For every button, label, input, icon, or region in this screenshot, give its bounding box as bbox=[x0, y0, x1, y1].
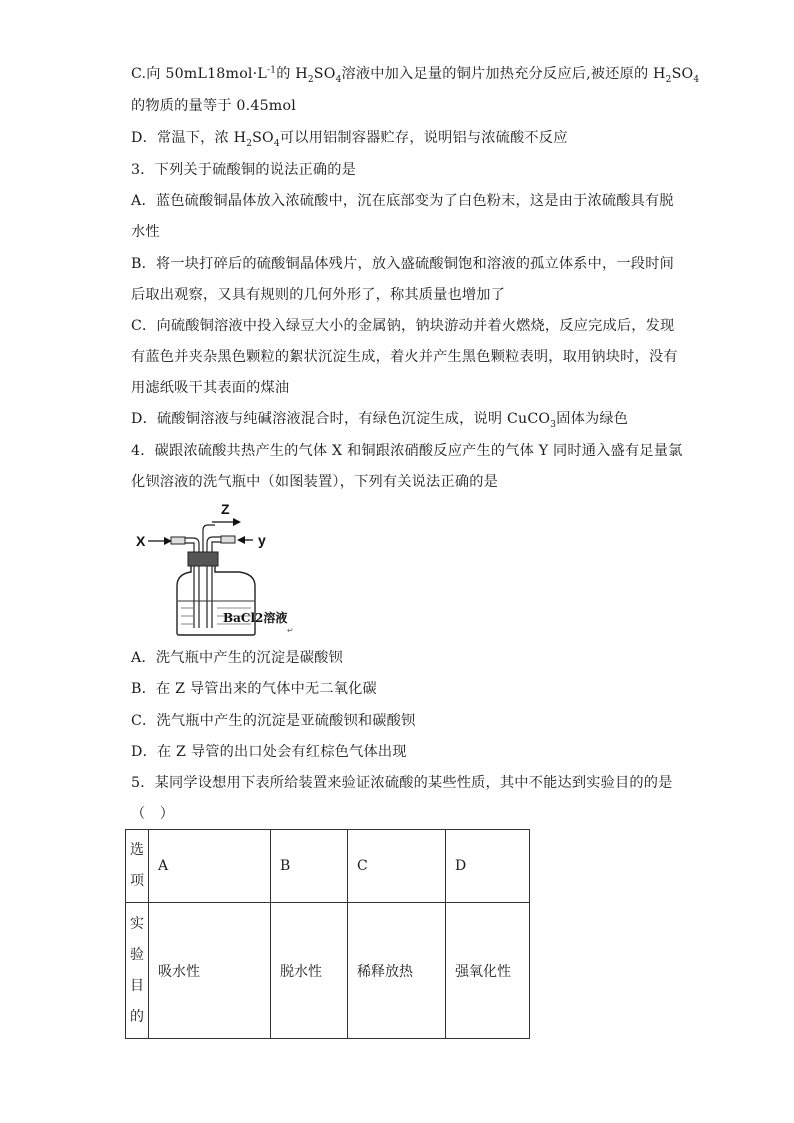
table-cell-d: D bbox=[446, 830, 530, 903]
label-x: X bbox=[136, 533, 146, 549]
table-row bbox=[126, 830, 530, 903]
gas-washing-bottle-figure bbox=[131, 500, 301, 640]
table-cell-purpose-d: 强氧化性 bbox=[446, 903, 530, 1039]
table-cell-c: C bbox=[348, 830, 446, 903]
q2-option-c-line2: 的物质的量等于 0.45mol bbox=[131, 98, 296, 114]
table-cell-purpose-a: 吸水性 bbox=[149, 903, 271, 1039]
q4-stem-line2: 化钡溶液的洗气瓶中（如图装置），下列有关说法正确的是 bbox=[131, 474, 498, 490]
arrow-z-head bbox=[233, 518, 241, 526]
arrow-y-head bbox=[237, 536, 245, 544]
label-y: y bbox=[258, 532, 266, 548]
q5-stem: 5．某同学设想用下表所给装置来验证浓硫酸的某些性质，其中不能达到实验目的的是 bbox=[131, 775, 673, 791]
q2-option-c-line1: C.向 $50mL18mol\cdot L^{-1}$的 $H_2SO_4$溶液中加入足量的铜片加热充分反应后,被还原的 $H_2SO_4$ bbox=[131, 65, 700, 85]
apparatus-diagram bbox=[131, 500, 301, 640]
q3-stem: 3．下列关于硫酸铜的说法正确的是 bbox=[131, 162, 357, 178]
bottle-stopper bbox=[188, 552, 218, 566]
tube-y-connector bbox=[221, 536, 235, 543]
corner-mark: ↵ bbox=[287, 626, 294, 635]
tube-x-connector bbox=[171, 537, 185, 544]
solution-label: BaCl2溶液 bbox=[223, 611, 288, 625]
q4-stem-line1: 4．碳跟浓硫酸共热产生的气体 X 和铜跟浓硝酸反应产生的气体 Y 同时通入盛有足量氯 bbox=[131, 443, 683, 459]
q3-option-b-line2: 后取出观察，又具有规则的几何外形了，称其质量也增加了 bbox=[131, 287, 506, 303]
label-z: Z bbox=[221, 501, 230, 517]
q3-option-a-line1: A．蓝色硫酸铜晶体放入浓硫酸中，沉在底部变为了白色粉末，这是由于浓硫酸具有脱 bbox=[131, 193, 674, 209]
table-row bbox=[126, 903, 530, 1039]
header-char: 项 bbox=[130, 873, 144, 889]
table-cell-purpose-c: 稀释放热 bbox=[348, 903, 446, 1039]
q2-option-d: D．常温下，浓 $H_2SO_4$可以用铝制容器贮存，说明铝与浓硫酸不反应 bbox=[131, 130, 568, 149]
q4-option-c: C．洗气瓶中产生的沉淀是亚硫酸钡和碳酸钡 bbox=[131, 713, 416, 729]
q3-option-c-line3: 用滤纸吸干其表面的煤油 bbox=[131, 380, 290, 396]
header-char: 验 bbox=[130, 946, 144, 963]
table-cell-a: A bbox=[149, 830, 271, 903]
q4-option-d: D．在 Z 导管的出口处会有红棕色气体出现 bbox=[131, 744, 407, 760]
q3-option-a-line2: 水性 bbox=[131, 224, 160, 240]
table-cell-b: B bbox=[271, 830, 348, 903]
table-cell-purpose-b: 脱水性 bbox=[271, 903, 348, 1039]
q3-option-c-line2: 有蓝色并夹杂黑色颗粒的絮状沉淀生成，着火并产生黑色颗粒表明，取用钠块时，没有 bbox=[131, 349, 678, 365]
table-row-header-purpose bbox=[126, 903, 149, 1039]
header-char: 选 bbox=[130, 842, 144, 858]
header-char: 目 bbox=[130, 977, 144, 994]
q4-option-b: B．在 Z 导管出来的气体中无二氧化碳 bbox=[131, 681, 377, 697]
q5-answer-blank: （ ） bbox=[131, 806, 175, 822]
q3-option-d: D．硫酸铜溶液与纯碱溶液混合时，有绿色沉淀生成，说明 CuCO$_3$固体为绿色 bbox=[131, 411, 629, 430]
outlet-tube-z bbox=[203, 525, 215, 555]
header-char: 的 bbox=[130, 1008, 144, 1025]
q4-option-a: A．洗气瓶中产生的沉淀是碳酸钡 bbox=[131, 650, 343, 666]
q3-option-b-line1: B．将一块打碎后的硫酸铜晶体残片，放入盛硫酸铜饱和溶液的孤立体系中，一段时间 bbox=[131, 256, 674, 272]
header-char: 实 bbox=[130, 915, 144, 932]
table-row-header-options bbox=[126, 830, 149, 903]
q5-options-table bbox=[125, 829, 530, 1039]
q3-option-c-line1: C．向硫酸铜溶液中投入绿豆大小的金属钠，钠块游动并着火燃烧，反应完成后，发现 bbox=[131, 318, 675, 334]
